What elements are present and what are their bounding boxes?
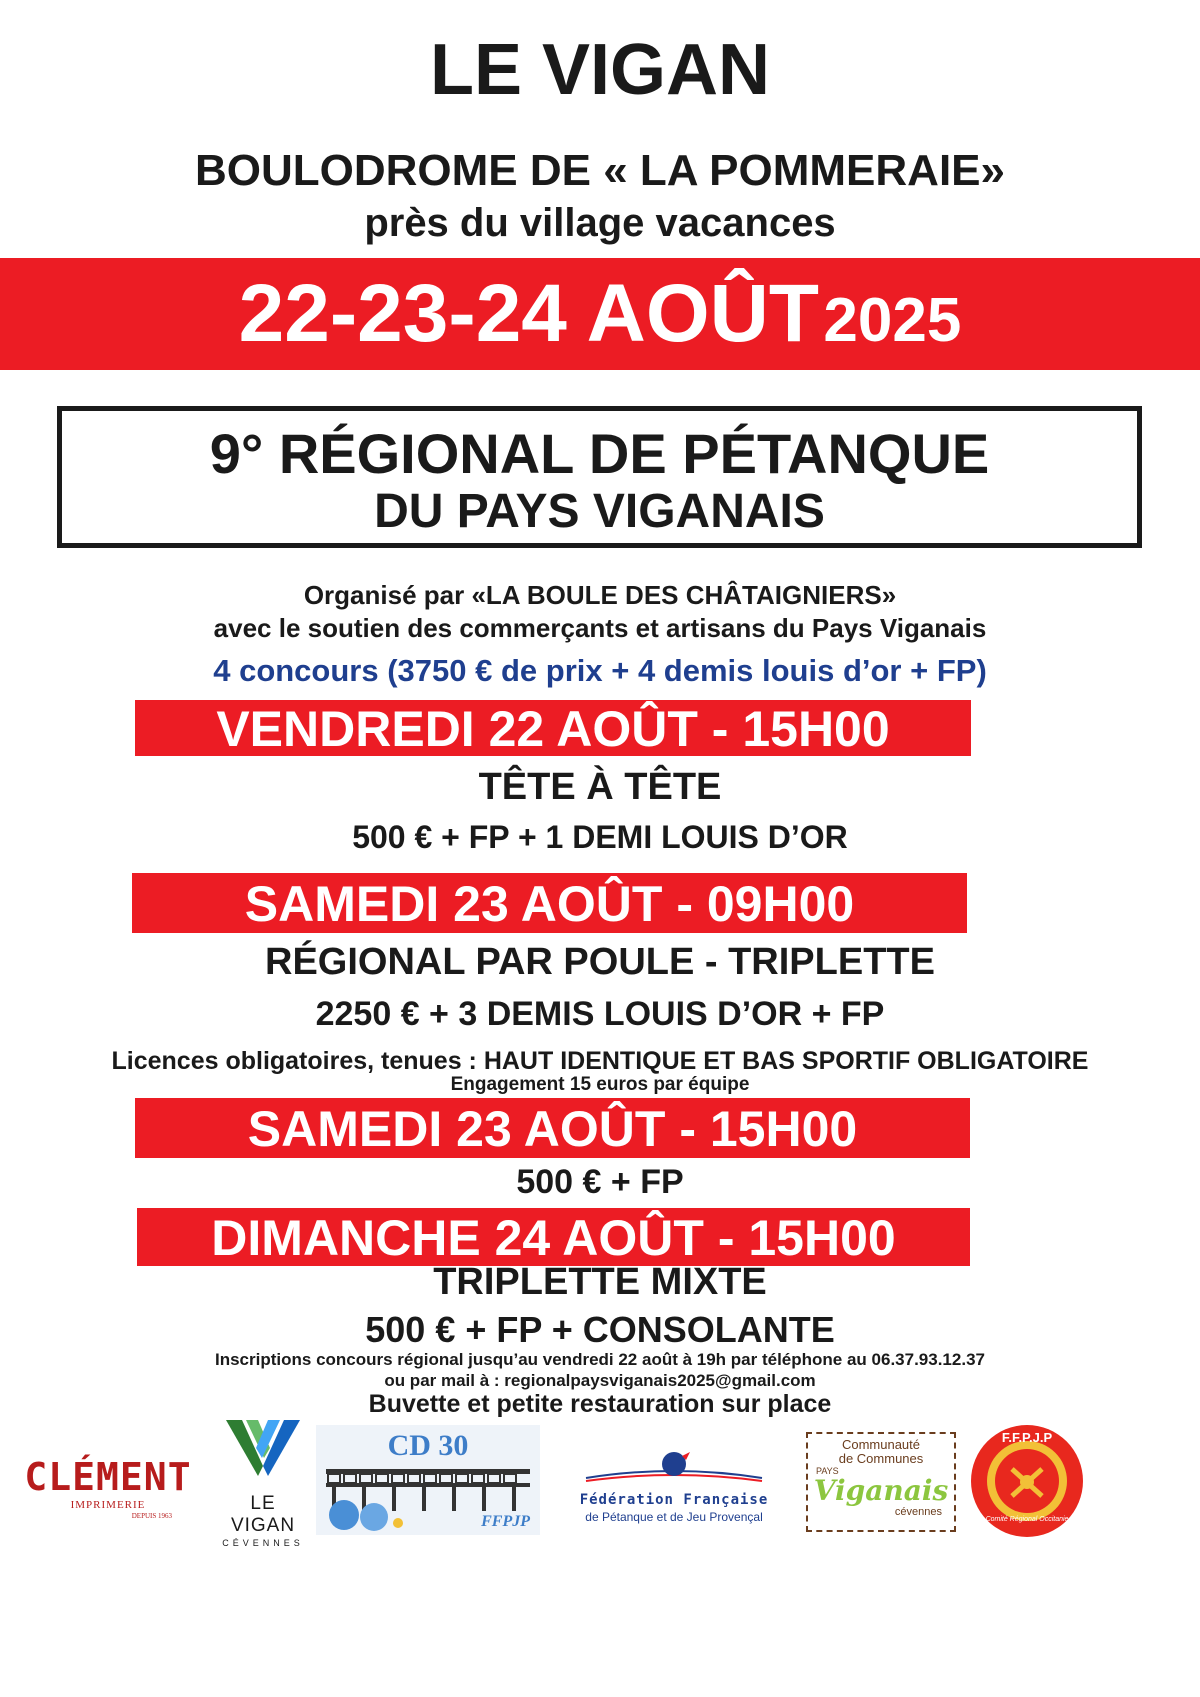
cd30-sub: FFPJP	[481, 1513, 530, 1530]
sponsors-line: avec le soutien des commerçants et artisans du Pays Viganais	[213, 613, 987, 643]
contest-2-when: SAMEDI 23 AOÛT - 09H00	[244, 876, 855, 932]
clement-name: CLÉMENT	[24, 1455, 192, 1499]
contest-1-banner	[135, 700, 971, 756]
cd30-title: CD 30	[387, 1429, 469, 1462]
ffpjp-occitanie-logo	[970, 1424, 1084, 1538]
buvette-info: Buvette et petite restauration sur place	[368, 1390, 832, 1418]
date-year: 2025	[823, 286, 962, 355]
cd30-logo	[316, 1425, 540, 1535]
petanque-balls-icon	[326, 1497, 416, 1533]
le-vigan-emblem-icon	[218, 1418, 308, 1488]
contest-4-when: DIMANCHE 24 AOÛT - 15H00	[211, 1210, 896, 1266]
contest-3-banner	[135, 1098, 970, 1158]
inscriptions-info: Inscriptions concours régional jusqu’au vendredi 22 août à 19h par téléphone au 06.37.93.12.37	[215, 1350, 985, 1369]
communaute-line1: Communauté	[841, 1437, 921, 1452]
contest-4-prize: 500 € + FP + CONSOLANTE	[365, 1309, 835, 1350]
le-vigan-name: LE VIGAN	[230, 1493, 296, 1536]
contest-1-when: VENDREDI 22 AOÛT - 15H00	[216, 701, 890, 757]
event-title-line2: DU PAYS VIGANAIS	[374, 485, 825, 538]
entry-fee: Engagement 15 euros par équipe	[450, 1074, 750, 1095]
email-info: ou par mail à : regionalpaysviganais2025@gmail.com	[384, 1371, 816, 1390]
clement-since: DEPUIS 1963	[131, 1512, 172, 1520]
ffpjp-federation-logo	[566, 1448, 782, 1534]
contest-1-prize: 500 € + FP + 1 DEMI LOUIS D’OR	[352, 819, 848, 855]
occitanie-bottom: Comité Régional Occitanie	[985, 1516, 1069, 1523]
occitanie-top: F.F.P.J.P	[1001, 1430, 1053, 1445]
communaute-pays: PAYS	[816, 1466, 839, 1476]
communaute-sub: cévennes	[894, 1506, 942, 1518]
contest-4-banner	[137, 1208, 970, 1266]
contest-3-prize: 500 € + FP	[516, 1163, 684, 1201]
venue-note: près du village vacances	[364, 201, 836, 245]
date-banner	[0, 258, 1200, 370]
rooster-icon	[566, 1448, 782, 1486]
contest-1-type: TÊTE À TÊTE	[478, 766, 722, 808]
contest-2-banner	[132, 873, 967, 933]
event-title-box	[57, 406, 1142, 548]
venue-title: BOULODROME DE « LA POMMERAIE»	[195, 146, 1005, 195]
licences-rule: Licences obligatoires, tenues : HAUT IDENTIQUE ET BAS SPORTIF OBLIGATOIRE	[111, 1047, 1089, 1075]
event-title-line1: 9° RÉGIONAL DE PÉTANQUE	[209, 422, 990, 485]
contest-2-type: RÉGIONAL PAR POULE - TRIPLETTE	[265, 941, 935, 983]
contest-2-prize: 2250 € + 3 DEMIS LOUIS D’OR + FP	[315, 995, 885, 1033]
le-vigan-sub: CÉVENNES	[222, 1538, 304, 1548]
organizer-line: Organisé par «LA BOULE DES CHÂTAIGNIERS»	[303, 580, 897, 610]
clement-sub: IMPRIMERIE	[70, 1499, 146, 1511]
ffpjp-fed-line1: Fédération Française	[579, 1492, 769, 1508]
ffpjp-fed-line2: de Pétanque et de Jeu Provençal	[585, 1510, 763, 1524]
town-title: LE VIGAN	[429, 30, 771, 110]
contest-4-type: TRIPLETTE MIXTE	[433, 1261, 767, 1303]
communaute-communes-logo	[806, 1432, 956, 1532]
le-vigan-logo	[218, 1418, 308, 1548]
communaute-line2: de Communes	[838, 1451, 924, 1466]
communaute-name: Viganais	[813, 1474, 949, 1507]
contest-3-when: SAMEDI 23 AOÛT - 15H00	[247, 1101, 858, 1157]
date-days: 22-23-24 AOÛT	[238, 268, 819, 359]
prizes-summary: 4 concours (3750 € de prix + 4 demis louis d’or + FP)	[213, 653, 987, 688]
clement-logo	[18, 1455, 198, 1530]
